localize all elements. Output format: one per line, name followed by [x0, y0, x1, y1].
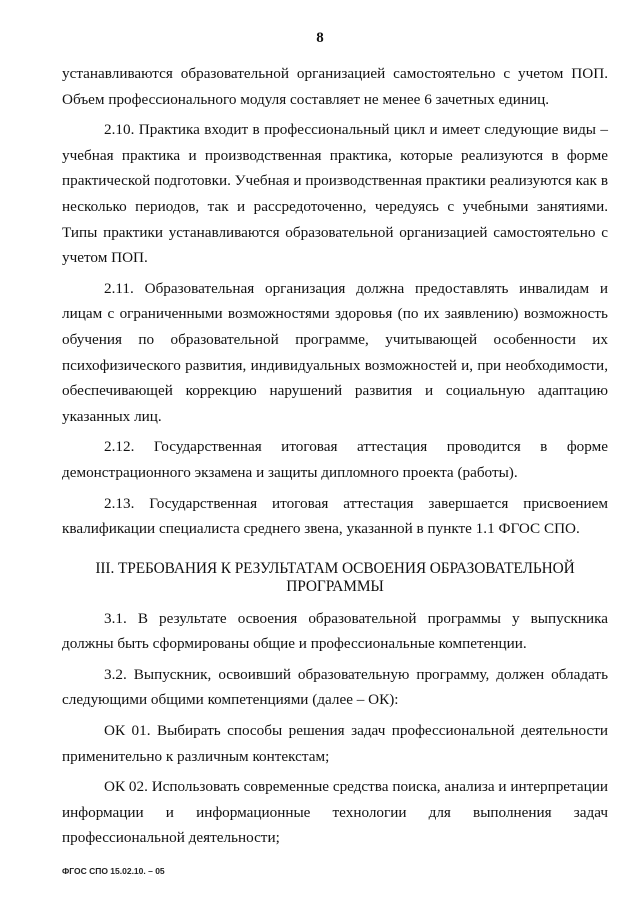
page-footer: ФГОС СПО 15.02.10. – 05: [62, 866, 165, 876]
paragraph-3-2: 3.2. Выпускник, освоивший образовательную программу, должен обладать следующими общими компетенциями (далее – ОК):: [62, 665, 608, 709]
paragraph-ok-01: ОК 01. Выбирать способы решения задач профессиональной деятельности применительно к различным контекстам;: [62, 722, 608, 765]
paragraph-2-10: 2.10. Практика входит в профессиональный цикл и имеет следующие виды – учебная практика и производственная практика, которые реализуются в форме практической подготовки. Учебная и производственная практики реализуются как в несколько периодов, так и рассредоточенно, чередуясь с учебными занятиями. Типы практики устанавливаются образовательной организацией самостоятельно с учетом ПОП.: [62, 121, 608, 267]
document-body: [62, 61, 608, 851]
paragraph-3-1: 3.1. В результате освоения образовательной программы у выпускника должны быть сформированы общие и профессиональные компетенции.: [62, 609, 608, 653]
section-heading: III. ТРЕБОВАНИЯ К РЕЗУЛЬТАТАМ ОСВОЕНИЯ ОБРАЗОВАТЕЛЬНОЙ ПРОГРАММЫ: [95, 559, 575, 595]
paragraph-ok-02: ОК 02. Использовать современные средства поиска, анализа и интерпретации информации и информационные технологии для выполнения задач профессиональной деятельности;: [62, 778, 608, 847]
paragraph-2-13: 2.13. Государственная итоговая аттестация завершается присвоением квалификации специалиста среднего звена, указанной в пункте 1.1 ФГОС СПО.: [62, 494, 608, 538]
paragraph-continuation: устанавливаются образовательной организацией самостоятельно с учетом ПОП. Объем профессионального модуля составляет не менее 6 зачетных единиц.: [62, 65, 608, 108]
page-number: 8: [316, 30, 324, 46]
paragraph-2-11: 2.11. Образовательная организация должна предоставлять инвалидам и лицам с ограниченными возможностями здоровья (по их заявлению) возможность обучения по образовательной программе, учитывающей особенности их психофизического развития, индивидуальных возможностей и, при необходимости, обеспечивающей коррекцию нарушений развития и социальную адаптацию указанных лиц.: [62, 279, 608, 425]
paragraph-2-12: 2.12. Государственная итоговая аттестация проводится в форме демонстрационного экзамена и защиты дипломного проекта (работы).: [62, 438, 608, 481]
